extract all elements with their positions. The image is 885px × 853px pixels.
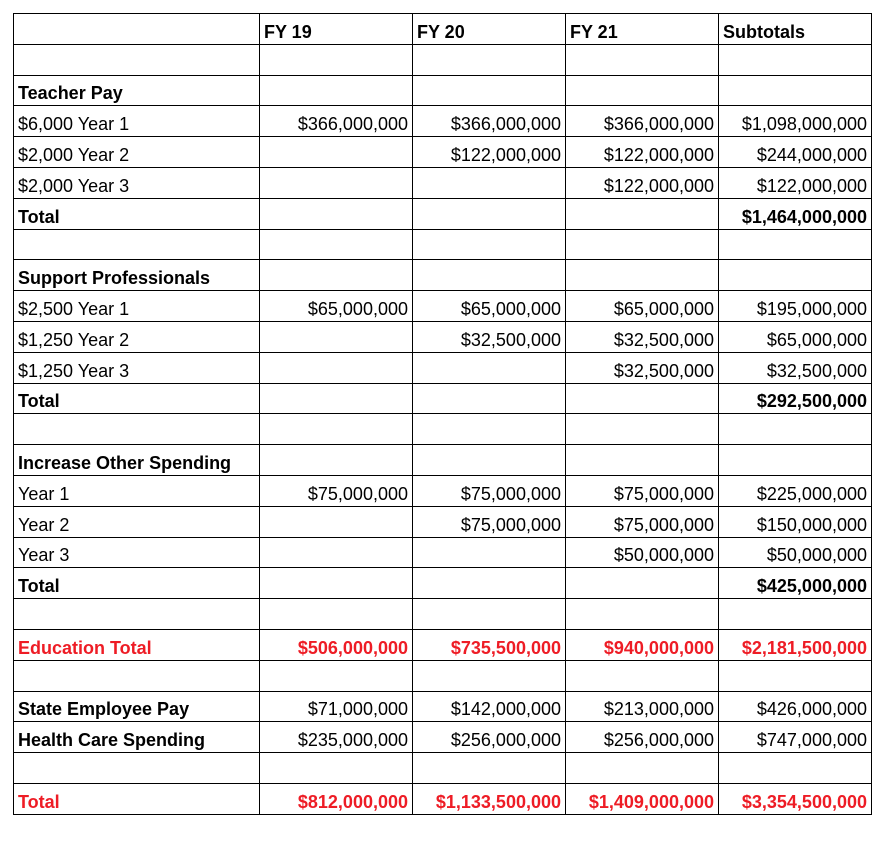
table-row — [14, 291, 872, 322]
value-cell[interactable] — [260, 75, 413, 106]
row-label-cell[interactable]: Year 3 — [14, 537, 260, 568]
value-cell[interactable] — [413, 167, 566, 198]
value-cell[interactable] — [413, 260, 566, 291]
value-cell[interactable] — [413, 753, 566, 784]
row-label-cell[interactable]: Increase Other Spending — [14, 445, 260, 476]
value-cell[interactable]: $65,000,000 — [566, 291, 719, 322]
blank-row — [14, 44, 872, 75]
value-cell[interactable]: $244,000,000 — [719, 137, 872, 168]
value-cell[interactable]: $292,500,000 — [719, 383, 872, 414]
value-cell[interactable] — [719, 414, 872, 445]
value-cell[interactable]: $75,000,000 — [566, 475, 719, 506]
value-cell[interactable] — [719, 229, 872, 260]
table-row — [14, 506, 872, 537]
value-cell[interactable] — [566, 753, 719, 784]
value-cell[interactable]: $1,409,000,000 — [566, 783, 719, 814]
row-label-cell[interactable]: State Employee Pay — [14, 691, 260, 722]
value-cell[interactable]: $735,500,000 — [413, 629, 566, 660]
value-cell[interactable]: $150,000,000 — [719, 506, 872, 537]
value-cell[interactable]: $142,000,000 — [413, 691, 566, 722]
value-cell[interactable]: $65,000,000 — [260, 291, 413, 322]
value-cell[interactable]: $65,000,000 — [719, 321, 872, 352]
table-row — [14, 137, 872, 168]
value-cell[interactable] — [413, 229, 566, 260]
value-cell[interactable] — [260, 537, 413, 568]
row-label-cell[interactable] — [14, 753, 260, 784]
value-cell[interactable]: $3,354,500,000 — [719, 783, 872, 814]
value-cell[interactable]: $75,000,000 — [260, 475, 413, 506]
value-cell[interactable]: $75,000,000 — [566, 506, 719, 537]
row-label-cell[interactable] — [14, 229, 260, 260]
value-cell[interactable] — [260, 229, 413, 260]
row-label-cell[interactable]: Teacher Pay — [14, 75, 260, 106]
table-row — [14, 352, 872, 383]
value-cell[interactable] — [413, 352, 566, 383]
value-cell[interactable] — [413, 198, 566, 229]
value-cell[interactable] — [260, 198, 413, 229]
row-label-cell[interactable]: $2,000 Year 3 — [14, 167, 260, 198]
value-cell[interactable]: $366,000,000 — [260, 106, 413, 137]
table-row — [14, 167, 872, 198]
row-label-cell[interactable] — [14, 44, 260, 75]
value-cell[interactable] — [566, 660, 719, 691]
table-row — [14, 383, 872, 414]
table-row — [14, 475, 872, 506]
value-cell[interactable]: $426,000,000 — [719, 691, 872, 722]
value-cell[interactable] — [413, 383, 566, 414]
value-cell[interactable]: $50,000,000 — [566, 537, 719, 568]
value-cell[interactable]: $1,464,000,000 — [719, 198, 872, 229]
value-cell[interactable] — [260, 445, 413, 476]
blank-row — [14, 753, 872, 784]
value-cell[interactable]: $65,000,000 — [413, 291, 566, 322]
value-cell[interactable] — [413, 568, 566, 599]
row-label-cell[interactable]: $2,500 Year 1 — [14, 291, 260, 322]
value-cell[interactable] — [719, 260, 872, 291]
value-cell[interactable] — [413, 75, 566, 106]
value-cell[interactable] — [260, 167, 413, 198]
row-label-cell[interactable]: Total — [14, 383, 260, 414]
value-cell[interactable]: $122,000,000 — [566, 137, 719, 168]
value-cell[interactable]: $122,000,000 — [413, 137, 566, 168]
value-cell[interactable] — [413, 660, 566, 691]
row-label-cell[interactable]: Total — [14, 568, 260, 599]
value-cell[interactable] — [413, 44, 566, 75]
section-header-row — [14, 260, 872, 291]
column-header-cell[interactable]: FY 19 — [260, 14, 413, 45]
value-cell[interactable]: $71,000,000 — [260, 691, 413, 722]
value-cell[interactable]: $235,000,000 — [260, 722, 413, 753]
row-label-cell[interactable]: $6,000 Year 1 — [14, 106, 260, 137]
blank-row — [14, 414, 872, 445]
value-cell[interactable]: $256,000,000 — [413, 722, 566, 753]
row-label-cell[interactable]: $1,250 Year 3 — [14, 352, 260, 383]
header-row — [14, 14, 872, 45]
table-row — [14, 106, 872, 137]
value-cell[interactable] — [260, 352, 413, 383]
row-label-cell[interactable]: Total — [14, 783, 260, 814]
value-cell[interactable]: $32,500,000 — [566, 321, 719, 352]
value-cell[interactable] — [566, 260, 719, 291]
row-label-cell[interactable]: $2,000 Year 2 — [14, 137, 260, 168]
value-cell[interactable]: $425,000,000 — [719, 568, 872, 599]
row-label-cell[interactable]: Year 2 — [14, 506, 260, 537]
row-label-cell[interactable]: Total — [14, 198, 260, 229]
value-cell[interactable] — [260, 383, 413, 414]
value-cell[interactable]: $213,000,000 — [566, 691, 719, 722]
value-cell[interactable] — [719, 753, 872, 784]
value-cell[interactable] — [719, 660, 872, 691]
table-row — [14, 568, 872, 599]
value-cell[interactable]: $75,000,000 — [413, 475, 566, 506]
value-cell[interactable] — [566, 198, 719, 229]
value-cell[interactable] — [260, 321, 413, 352]
value-cell[interactable] — [260, 137, 413, 168]
value-cell[interactable]: $812,000,000 — [260, 783, 413, 814]
value-cell[interactable]: $225,000,000 — [719, 475, 872, 506]
row-label-cell[interactable]: Education Total — [14, 629, 260, 660]
value-cell[interactable] — [566, 44, 719, 75]
row-label-cell[interactable]: $1,250 Year 2 — [14, 321, 260, 352]
value-cell[interactable] — [566, 414, 719, 445]
value-cell[interactable]: $75,000,000 — [413, 506, 566, 537]
budget-spreadsheet — [13, 13, 872, 815]
value-cell[interactable] — [719, 445, 872, 476]
value-cell[interactable] — [719, 75, 872, 106]
table-row — [14, 629, 872, 660]
blank-row — [14, 599, 872, 630]
value-cell[interactable] — [260, 414, 413, 445]
value-cell[interactable]: $50,000,000 — [719, 537, 872, 568]
value-cell[interactable] — [566, 229, 719, 260]
column-header-cell[interactable]: FY 20 — [413, 14, 566, 45]
table-row — [14, 537, 872, 568]
value-cell[interactable] — [566, 383, 719, 414]
value-cell[interactable] — [566, 445, 719, 476]
blank-row — [14, 660, 872, 691]
column-header-cell[interactable]: FY 21 — [566, 14, 719, 45]
row-label-cell[interactable]: Health Care Spending — [14, 722, 260, 753]
value-cell[interactable] — [260, 568, 413, 599]
value-cell[interactable]: $256,000,000 — [566, 722, 719, 753]
header-corner-cell[interactable] — [14, 14, 260, 45]
value-cell[interactable] — [566, 75, 719, 106]
value-cell[interactable] — [719, 44, 872, 75]
section-header-row — [14, 445, 872, 476]
value-cell[interactable]: $32,500,000 — [719, 352, 872, 383]
row-label-cell[interactable] — [14, 660, 260, 691]
table-row — [14, 321, 872, 352]
table-row — [14, 198, 872, 229]
value-cell[interactable] — [719, 599, 872, 630]
value-cell[interactable] — [260, 660, 413, 691]
row-label-cell[interactable]: Support Professionals — [14, 260, 260, 291]
value-cell[interactable]: $32,500,000 — [566, 352, 719, 383]
value-cell[interactable]: $2,181,500,000 — [719, 629, 872, 660]
table-row — [14, 722, 872, 753]
value-cell[interactable]: $366,000,000 — [413, 106, 566, 137]
value-cell[interactable]: $506,000,000 — [260, 629, 413, 660]
value-cell[interactable]: $32,500,000 — [413, 321, 566, 352]
value-cell[interactable]: $122,000,000 — [719, 167, 872, 198]
value-cell[interactable] — [413, 599, 566, 630]
row-label-cell[interactable] — [14, 599, 260, 630]
value-cell[interactable] — [413, 445, 566, 476]
value-cell[interactable]: $122,000,000 — [566, 167, 719, 198]
value-cell[interactable] — [260, 260, 413, 291]
value-cell[interactable]: $366,000,000 — [566, 106, 719, 137]
section-header-row — [14, 75, 872, 106]
blank-row — [14, 229, 872, 260]
value-cell[interactable] — [566, 568, 719, 599]
value-cell[interactable]: $1,133,500,000 — [413, 783, 566, 814]
value-cell[interactable] — [260, 506, 413, 537]
value-cell[interactable]: $1,098,000,000 — [719, 106, 872, 137]
column-header-cell[interactable]: Subtotals — [719, 14, 872, 45]
value-cell[interactable] — [260, 44, 413, 75]
value-cell[interactable]: $940,000,000 — [566, 629, 719, 660]
value-cell[interactable]: $195,000,000 — [719, 291, 872, 322]
spreadsheet-body — [14, 14, 872, 815]
value-cell[interactable] — [260, 599, 413, 630]
table-row — [14, 783, 872, 814]
value-cell[interactable] — [413, 537, 566, 568]
table-row — [14, 691, 872, 722]
value-cell[interactable] — [260, 753, 413, 784]
value-cell[interactable]: $747,000,000 — [719, 722, 872, 753]
row-label-cell[interactable] — [14, 414, 260, 445]
value-cell[interactable] — [566, 599, 719, 630]
value-cell[interactable] — [413, 414, 566, 445]
row-label-cell[interactable]: Year 1 — [14, 475, 260, 506]
